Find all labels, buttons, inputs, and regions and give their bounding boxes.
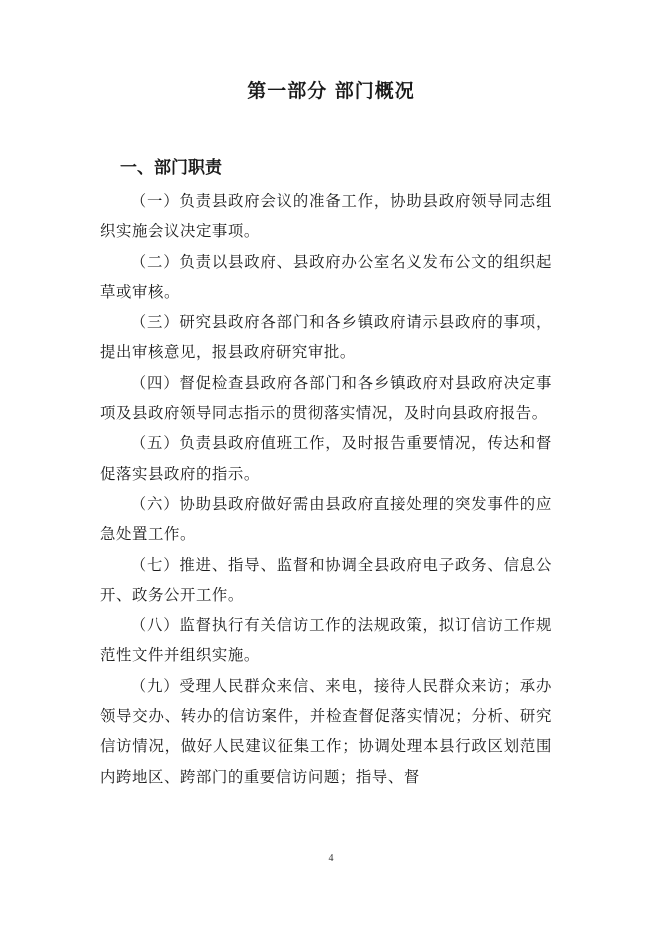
- paragraph-duty-9: （九）受理人民群众来信、来电，接待人民群众来访；承办领导交办、转办的信访案件，并检查督促落实情况；分析、研究信访情况，做好人民建议征集工作；协调处理本县行政区划范围内跨地区、跨部门的重要信访问题；指导、督: [100, 676, 552, 786]
- paragraph-duty-8: （八）监督执行有关信访工作的法规政策，拟订信访工作规范性文件并组织实施。: [100, 616, 552, 665]
- paragraph-duty-3: （三）研究县政府各部门和各乡镇政府请示县政府的事项，提出审核意见，报县政府研究审批。: [100, 313, 552, 362]
- paragraph-duty-2: （二）负责以县政府、县政府办公室名义发布公文的组织起草或审核。: [100, 252, 552, 301]
- page-title: 第一部分 部门概况: [247, 80, 415, 102]
- duties-body: [100, 186, 552, 792]
- paragraph-duty-5: （五）负责县政府值班工作，及时报告重要情况，传达和督促落实县政府的指示。: [100, 434, 552, 483]
- page-number: 4: [328, 853, 334, 864]
- paragraph-duty-6: （六）协助县政府做好需由县政府直接处理的突发事件的应急处置工作。: [100, 494, 552, 544]
- section-heading: 一、部门职责: [120, 158, 222, 178]
- paragraph-duty-7: （七）推进、指导、监督和协调全县政府电子政务、信息公开、政务公开工作。: [100, 555, 552, 604]
- paragraph-duty-4: （四）督促检查县政府各部门和各乡镇政府对县政府决定事项及县政府领导同志指示的贯彻落实情况，及时向县政府报告。: [100, 373, 552, 423]
- paragraph-duty-1: （一）负责县政府会议的准备工作，协助县政府领导同志组织实施会议决定事项。: [100, 192, 552, 241]
